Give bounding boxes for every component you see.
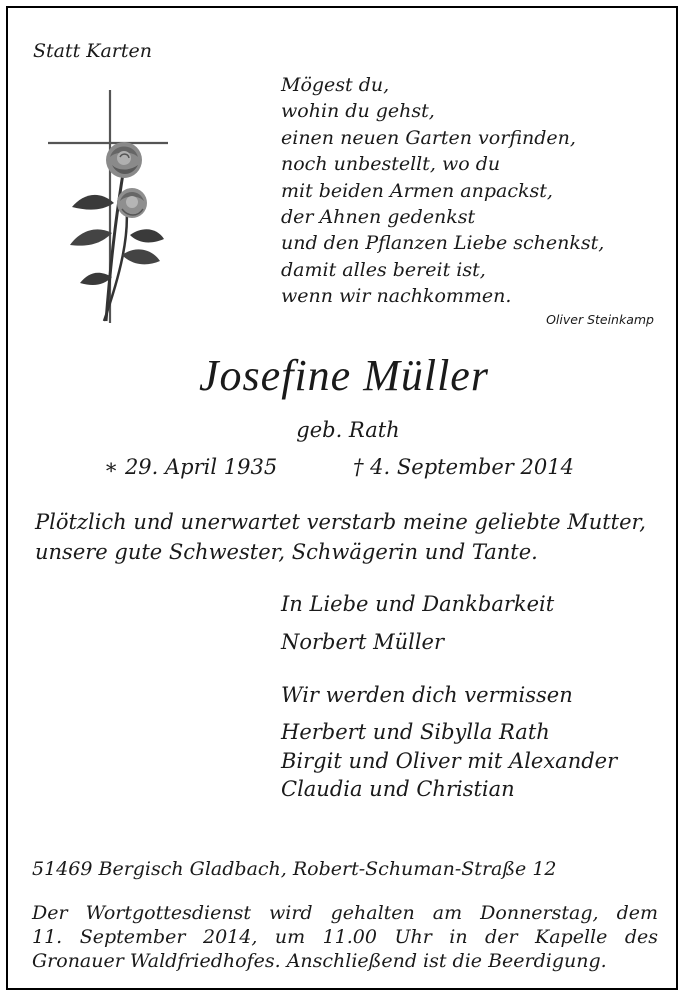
address: 51469 Bergisch Gladbach, Robert-Schuman-Straße 12 <box>32 858 557 880</box>
poem-line: wenn wir nachkommen. <box>281 285 512 308</box>
service-line: Gronauer Waldfriedhofes. Anschließend ist die Beerdigung. <box>32 950 607 972</box>
mourner-item: Herbert und Sibylla Rath <box>281 720 550 744</box>
death-message <box>35 507 646 567</box>
death-date: † 4. September 2014 <box>353 455 574 479</box>
missing-note: Wir werden dich vermissen <box>281 683 573 707</box>
mourner-item: Birgit und Oliver mit Alexander <box>281 748 618 773</box>
message-line: Plötzlich und unerwartet verstarb meine geliebte Mutter, <box>35 510 646 534</box>
poem <box>281 72 604 310</box>
deceased-name: Josefine Müller <box>199 351 489 400</box>
poem-author: Oliver Steinkamp <box>546 312 654 327</box>
service-info <box>32 901 658 973</box>
mourner-list <box>281 718 617 804</box>
message-line: unsere gute Schwester, Schwägerin und Tante. <box>35 540 538 564</box>
poem-line: der Ahnen gedenkst <box>281 206 476 229</box>
birth-name: geb. Rath <box>296 418 400 442</box>
header-text: Statt Karten <box>33 40 153 62</box>
closing-phrase: In Liebe und Dankbarkeit <box>281 592 555 616</box>
poem-line: wohin du gehst, <box>281 100 435 123</box>
birth-date: ∗ 29. April 1935 <box>104 455 278 479</box>
primary-mourner: Norbert Müller <box>281 630 445 654</box>
cross-with-rose-icon <box>40 85 180 330</box>
poem-line: mit beiden Armen anpackst, <box>281 179 553 202</box>
poem-line: einen neuen Garten vorfinden, <box>281 126 576 149</box>
service-line: 11. September 2014, um 11.00 Uhr in der Kapelle des <box>32 926 658 948</box>
mourner-item: Claudia und Christian <box>281 777 515 801</box>
poem-line: damit alles bereit ist, <box>281 258 486 281</box>
poem-line: noch unbestellt, wo du <box>281 153 501 176</box>
poem-line: und den Pflanzen Liebe schenkst, <box>281 232 605 255</box>
service-line: Der Wortgottesdienst wird gehalten am Donnerstag, dem <box>32 902 658 924</box>
poem-line: Mögest du, <box>281 74 390 96</box>
